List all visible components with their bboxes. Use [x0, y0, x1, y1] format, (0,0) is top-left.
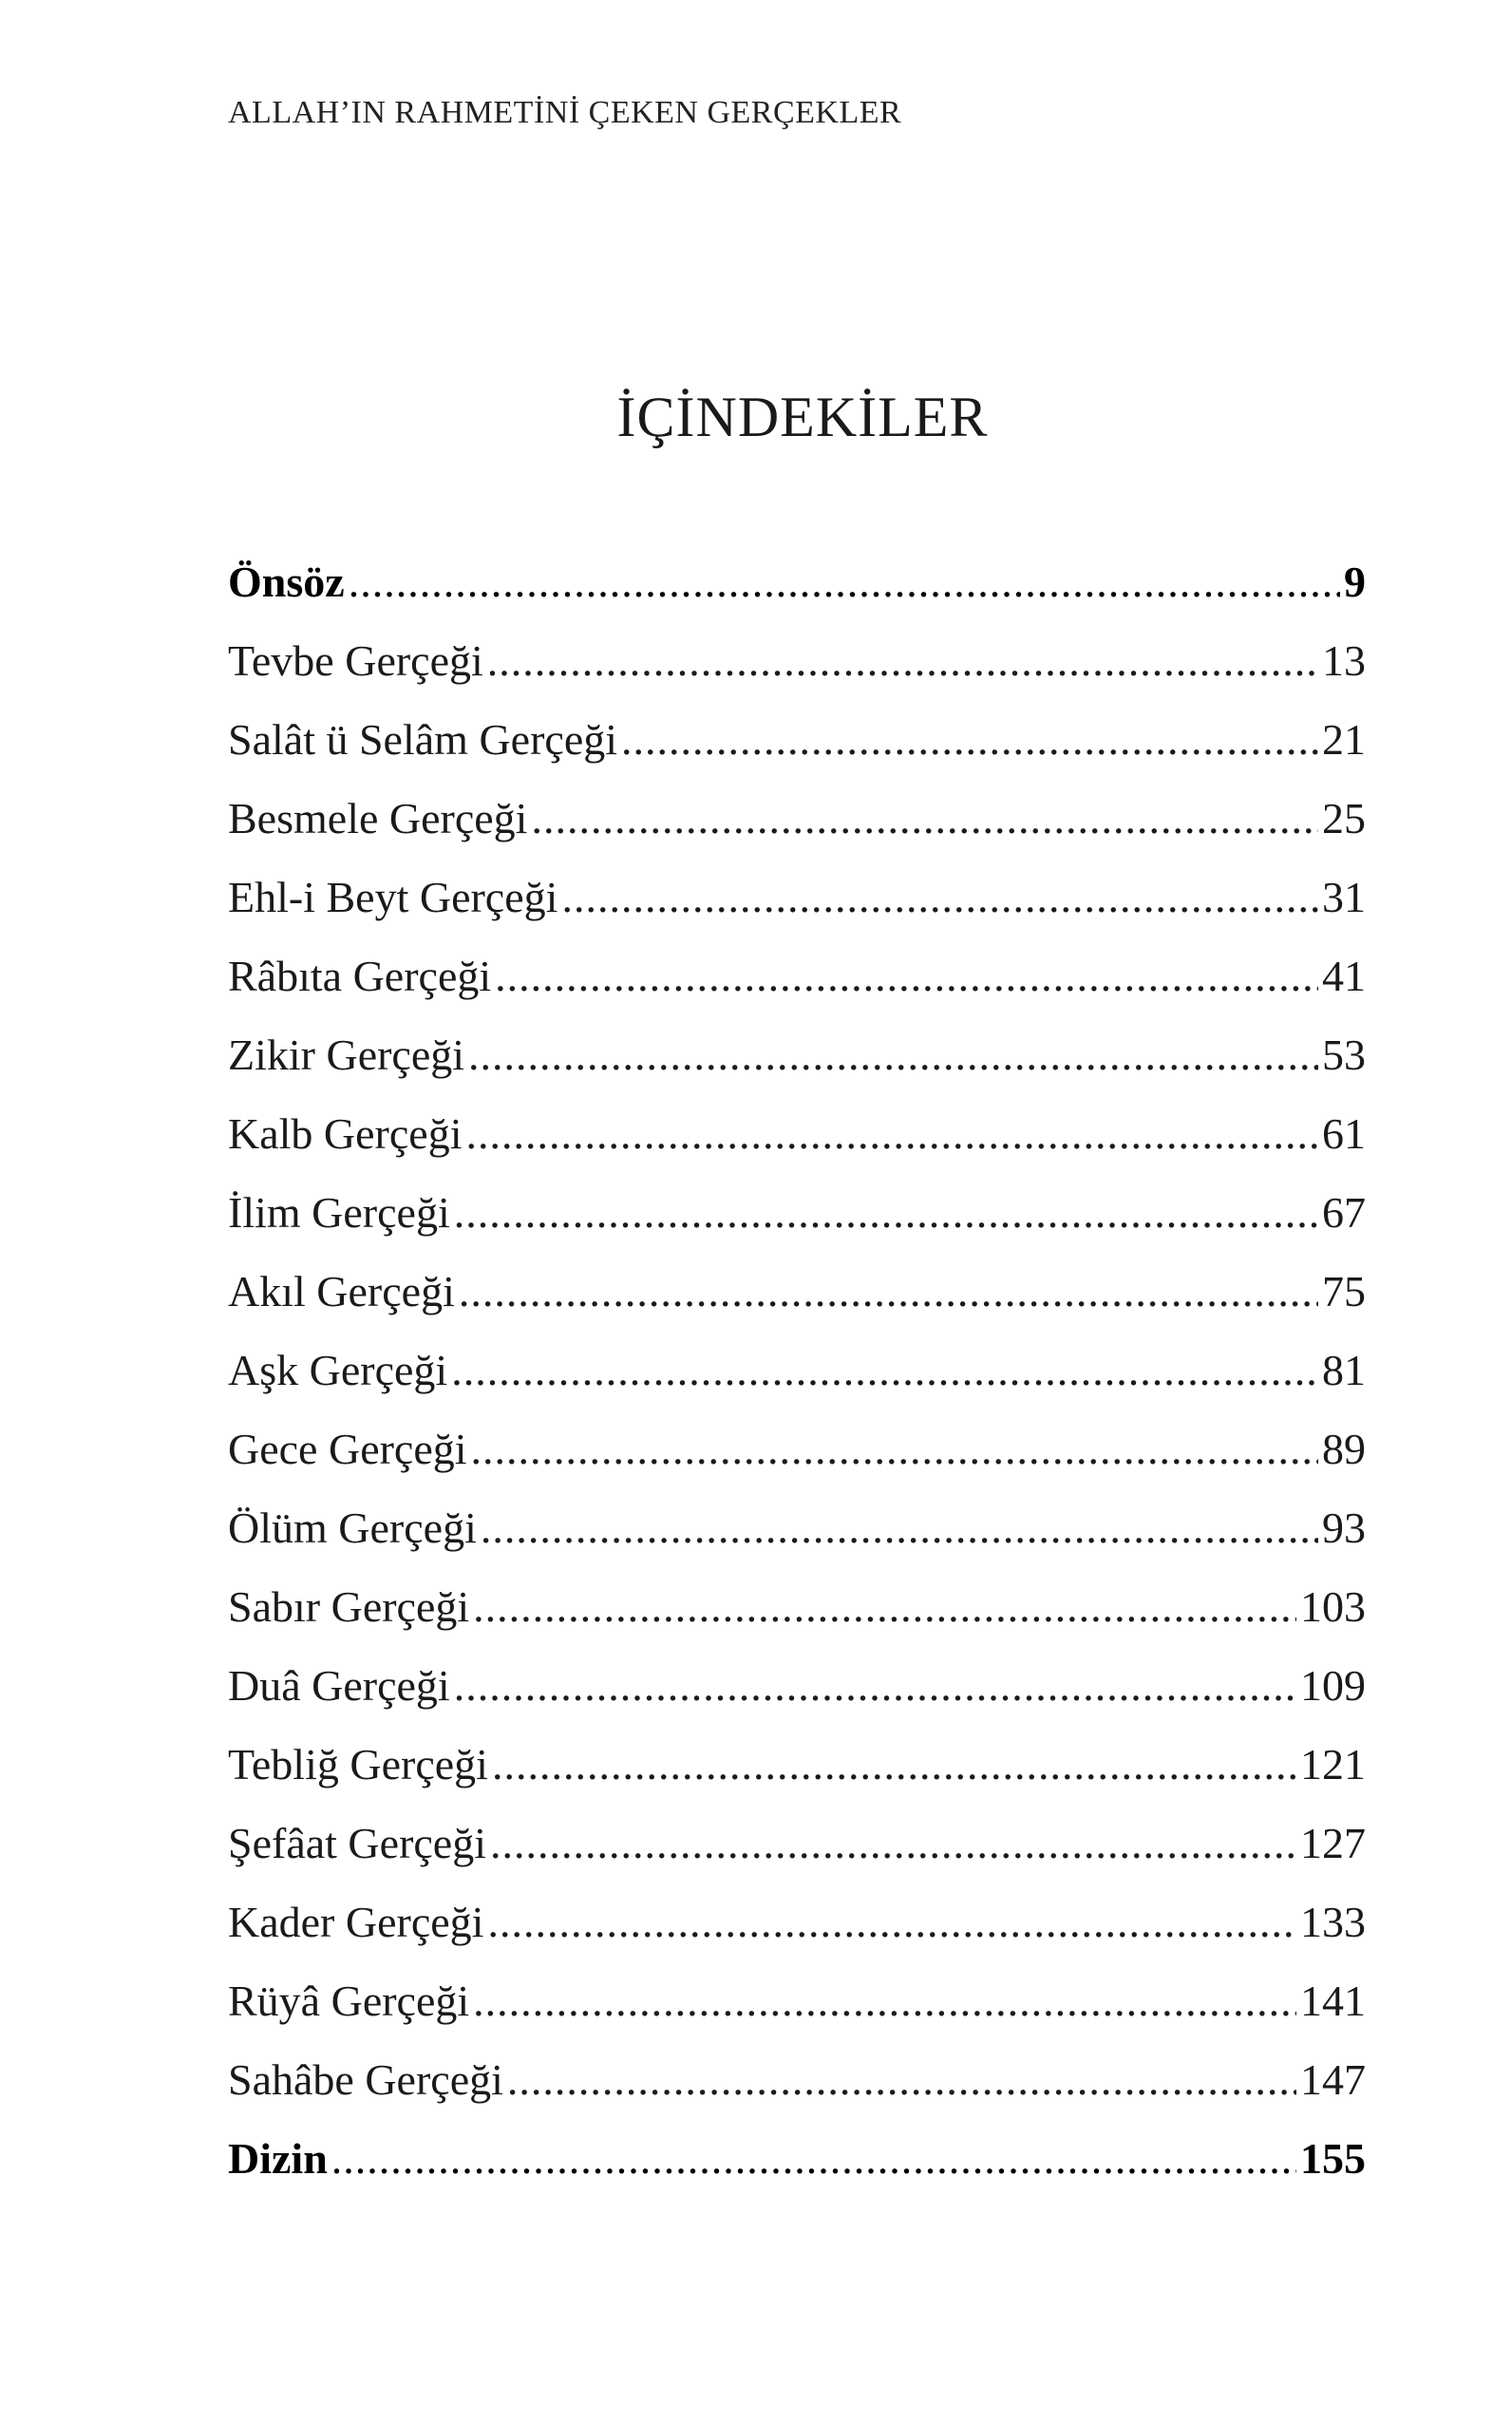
dot-leader — [331, 2128, 1296, 2190]
toc-entry[interactable] — [228, 1655, 1366, 1733]
toc-entry-page: 61 — [1322, 1109, 1366, 1158]
toc-entry-page: 103 — [1300, 1582, 1366, 1631]
toc-entry[interactable] — [228, 1576, 1366, 1655]
toc-entry[interactable] — [228, 551, 1366, 630]
toc-entry-title: Gece Gerçeği — [228, 1425, 467, 1473]
toc-entry[interactable] — [228, 1733, 1366, 1812]
dot-leader — [459, 1260, 1318, 1323]
dot-leader — [481, 1497, 1318, 1560]
toc-entry-page: 133 — [1300, 1898, 1366, 1946]
dot-leader — [487, 630, 1318, 692]
toc-entry-page: 53 — [1322, 1031, 1366, 1079]
toc-entry-page: 81 — [1322, 1346, 1366, 1394]
toc-entry[interactable] — [228, 1024, 1366, 1103]
toc-entry-page: 147 — [1300, 2055, 1366, 2104]
dot-leader — [507, 2049, 1296, 2111]
dot-leader — [468, 1024, 1318, 1087]
toc-entry[interactable] — [228, 1103, 1366, 1182]
page-title: İÇİNDEKİLER — [616, 386, 989, 448]
toc-entry[interactable] — [228, 787, 1366, 866]
toc-entry-title: Tebliğ Gerçeği — [228, 1740, 488, 1788]
toc-entry[interactable] — [228, 709, 1366, 787]
toc-entry-title: Zikir Gerçeği — [228, 1031, 465, 1079]
toc-entry[interactable] — [228, 1339, 1366, 1418]
toc-entry[interactable] — [228, 630, 1366, 709]
toc-entry-page: 13 — [1322, 636, 1366, 685]
toc-entry-title: Kalb Gerçeği — [228, 1109, 463, 1158]
toc-entry-page: 93 — [1322, 1504, 1366, 1552]
toc-entry[interactable] — [228, 1497, 1366, 1576]
dot-leader — [454, 1182, 1318, 1244]
toc-entry[interactable] — [228, 1891, 1366, 1970]
dot-leader — [471, 1418, 1318, 1481]
toc-entry-title: İlim Gerçeği — [228, 1188, 450, 1237]
toc-entry-page: 127 — [1300, 1819, 1366, 1867]
dot-leader — [466, 1103, 1319, 1165]
toc-entry[interactable] — [228, 2128, 1366, 2206]
toc-entry-title: Aşk Gerçeği — [228, 1346, 448, 1394]
toc-entry-title: Tevbe Gerçeği — [228, 636, 483, 685]
toc-entry[interactable] — [228, 866, 1366, 945]
dot-leader — [490, 1812, 1296, 1875]
dot-leader — [473, 1576, 1296, 1638]
toc-entry[interactable] — [228, 1260, 1366, 1339]
toc-entry-page: 25 — [1322, 794, 1366, 842]
toc-entry[interactable] — [228, 1182, 1366, 1260]
dot-leader — [349, 551, 1340, 614]
dot-leader — [531, 787, 1318, 850]
toc-entry-title: Ehl-i Beyt Gerçeği — [228, 873, 558, 921]
dot-leader — [561, 866, 1318, 929]
toc-entry-title: Ölüm Gerçeği — [228, 1504, 477, 1552]
dot-leader — [495, 945, 1318, 1008]
toc-entry-title: Dizin — [228, 2134, 328, 2183]
toc-entry[interactable] — [228, 1970, 1366, 2049]
toc-entry-title: Duâ Gerçeği — [228, 1661, 450, 1710]
toc-entry-page: 89 — [1322, 1425, 1366, 1473]
toc-entry-title: Salât ü Selâm Gerçeği — [228, 715, 618, 764]
toc-entry-title: Kader Gerçeği — [228, 1898, 484, 1946]
toc-entry-page: 67 — [1322, 1188, 1366, 1237]
running-header: ALLAH’IN RAHMETİNİ ÇEKEN GERÇEKLER — [228, 95, 902, 130]
dot-leader — [451, 1339, 1318, 1402]
table-of-contents — [228, 551, 1366, 2206]
toc-entry-title: Rüyâ Gerçeği — [228, 1977, 470, 2025]
toc-entry-title: Sabır Gerçeği — [228, 1582, 470, 1631]
toc-entry-page: 9 — [1344, 558, 1366, 606]
toc-entry[interactable] — [228, 1418, 1366, 1497]
toc-entry[interactable] — [228, 2049, 1366, 2128]
toc-entry-title: Önsöz — [228, 558, 345, 606]
toc-entry[interactable] — [228, 1812, 1366, 1891]
toc-entry-title: Sahâbe Gerçeği — [228, 2055, 503, 2104]
toc-entry-page: 109 — [1300, 1661, 1366, 1710]
toc-entry-title: Besmele Gerçeği — [228, 794, 528, 842]
toc-entry-page: 75 — [1322, 1267, 1366, 1315]
dot-leader — [621, 709, 1318, 771]
dot-leader — [473, 1970, 1296, 2033]
toc-entry-page: 121 — [1300, 1740, 1366, 1788]
dot-leader — [492, 1733, 1296, 1796]
toc-entry-page: 31 — [1322, 873, 1366, 921]
toc-entry-page: 41 — [1322, 952, 1366, 1000]
dot-leader — [487, 1891, 1296, 1954]
toc-entry-page: 141 — [1300, 1977, 1366, 2025]
toc-entry-page: 155 — [1300, 2134, 1366, 2183]
toc-entry-title: Şefâat Gerçeği — [228, 1819, 487, 1867]
toc-entry-page: 21 — [1322, 715, 1366, 764]
toc-entry-title: Râbıta Gerçeği — [228, 952, 492, 1000]
dot-leader — [454, 1655, 1296, 1717]
toc-entry[interactable] — [228, 945, 1366, 1024]
toc-entry-title: Akıl Gerçeği — [228, 1267, 455, 1315]
